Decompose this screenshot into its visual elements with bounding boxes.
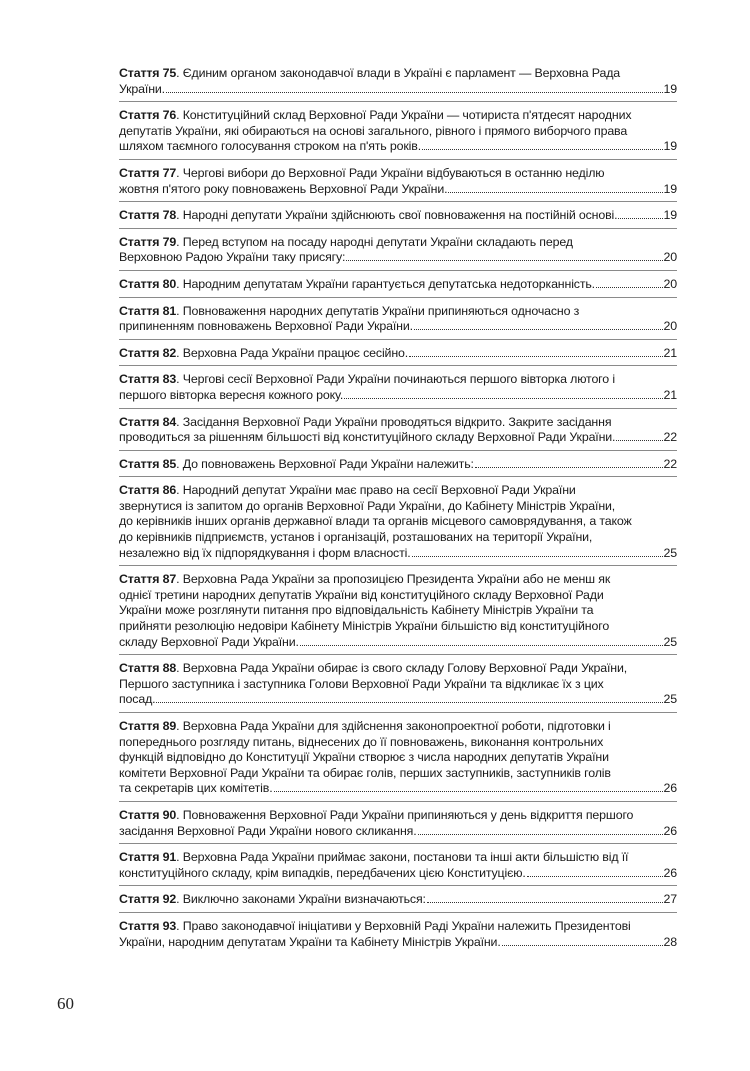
toc-entry-text: першого вівторка вересня кожного року.	[119, 387, 344, 402]
toc-entry-text: функцій відповідно до Конституції України створює з числа народних депутатів України	[119, 750, 609, 765]
toc-entry[interactable]	[119, 208, 677, 229]
toc-page-number: 26	[663, 865, 677, 880]
dot-leader	[448, 192, 662, 193]
toc-entry-line	[119, 919, 677, 935]
toc-entry-line	[119, 692, 677, 708]
toc-entry-text: до керівників інших органів державної влади та органів місцевого самоврядування, а також	[119, 514, 632, 529]
article-number: Стаття 89	[119, 719, 177, 733]
dot-leader	[156, 702, 662, 703]
toc-entry-line	[119, 661, 677, 677]
toc-page-number: 19	[663, 139, 677, 154]
toc-entry-text: незалежно від їх підпорядкування і форм власності.	[119, 545, 411, 560]
article-number: Стаття 93	[119, 918, 177, 933]
toc-page-number: 20	[663, 276, 677, 291]
toc-entry-line	[119, 619, 677, 635]
toc-entry-line	[119, 892, 677, 908]
toc-entry-line	[119, 250, 677, 266]
dot-leader	[409, 356, 662, 357]
toc-entry-text: до керівників підприємств, установ і організацій, розташованих на території України,	[119, 530, 593, 545]
toc-entry-text: . Верховна Рада України для здійснення законопроектної роботи, підготовки і	[176, 719, 611, 733]
toc-entry-text: посад.	[119, 692, 156, 707]
toc-entry-line	[119, 677, 677, 693]
toc-entry-line	[119, 735, 677, 751]
dot-leader	[344, 398, 662, 399]
toc-entry-line	[119, 139, 677, 155]
dot-leader	[300, 645, 663, 646]
toc-entry-line	[119, 182, 677, 198]
toc-entry-text: Першого заступника і заступника Голови Верховної Ради України та відкликає їх з цих	[119, 676, 604, 691]
toc-entry-line	[119, 499, 677, 515]
toc-entry-text: . До повноважень Верховної Ради України належить:	[176, 456, 474, 471]
toc-entry-line	[119, 208, 677, 224]
toc-page-number: 21	[663, 387, 677, 402]
toc-entry[interactable]	[119, 108, 677, 160]
toc-entry[interactable]	[119, 719, 677, 802]
table-of-contents	[119, 66, 677, 960]
toc-entry[interactable]	[119, 66, 677, 102]
dot-leader	[618, 218, 662, 219]
toc-entry-text: . Верховна Рада України обирає із свого складу Голову Верховної Ради України,	[176, 661, 628, 676]
toc-entry-text: депутатів України, які обираються на основі загального, рівного і прямого виборчого права	[119, 123, 628, 138]
article-number: Стаття 86	[119, 483, 177, 498]
toc-entry[interactable]	[119, 919, 677, 954]
toc-entry-line	[119, 530, 677, 546]
toc-entry[interactable]	[119, 661, 677, 713]
toc-page-number: 28	[663, 934, 677, 949]
toc-entry[interactable]	[119, 372, 677, 408]
toc-entry-text: та секретарів цих комітетів.	[119, 781, 273, 796]
toc-entry-line	[119, 781, 677, 797]
toc-entry-text: . Чергові сесії Верховної Ради України починаються першого вівторка лютого і	[176, 372, 615, 387]
toc-entry-text: проводиться за рішенням більшості від конституційного складу Верховної Ради України.	[119, 430, 616, 445]
toc-entry-text: Верховною Радою України таку присягу:	[119, 250, 346, 265]
toc-entry-text: . Верховна Рада України приймає закони, постанови та інші акти більшістю від її	[176, 850, 629, 865]
article-number: Стаття 91	[119, 850, 177, 865]
toc-entry-line	[119, 430, 677, 446]
toc-entry-line	[119, 372, 677, 388]
article-number: Стаття 84	[119, 414, 177, 429]
toc-entry-line	[119, 346, 677, 362]
toc-page-number: 27	[663, 892, 677, 907]
toc-entry-text: . Виключно законами України визначаються:	[176, 892, 426, 907]
toc-entry[interactable]	[119, 850, 677, 886]
toc-entry[interactable]	[119, 483, 677, 566]
article-number: Стаття 82	[119, 345, 177, 360]
toc-page-number: 21	[663, 345, 677, 360]
toc-page-number: 22	[663, 456, 677, 471]
dot-leader	[274, 791, 663, 792]
toc-entry[interactable]	[119, 415, 677, 451]
toc-entry-text: прийняти резолюцію недовіри Кабінету Міністрів України більшістю від конституційного	[119, 619, 610, 634]
toc-entry-line	[119, 719, 677, 735]
toc-entry-line	[119, 808, 677, 824]
toc-entry-text: . Верховна Рада України працює сесійно.	[176, 345, 409, 360]
toc-entry-line	[119, 319, 677, 335]
toc-entry-text: . Право законодавчої ініціативи у Верховній Раді України належить Президентові	[176, 918, 631, 933]
toc-entry[interactable]	[119, 235, 677, 271]
dot-leader	[427, 902, 663, 903]
toc-entry[interactable]	[119, 346, 677, 367]
article-number: Стаття 78	[119, 208, 177, 223]
toc-page-number: 26	[663, 781, 677, 796]
article-number: Стаття 76	[119, 108, 177, 123]
dot-leader	[346, 260, 662, 261]
toc-entry[interactable]	[119, 457, 677, 478]
toc-entry-line	[119, 935, 677, 951]
toc-entry-text: . Чергові вибори до Верховної Ради України відбуваються в останню неділю	[176, 165, 605, 180]
toc-entry-text: звернутися із запитом до органів Верховної Ради України, до Кабінету Міністрів України,	[119, 498, 616, 513]
toc-page-number: 25	[663, 545, 677, 560]
article-number: Стаття 80	[119, 276, 177, 291]
toc-entry-text: . Перед вступом на посаду народні депутати України складають перед	[176, 234, 573, 249]
toc-entry-line	[119, 457, 677, 473]
toc-entry-text: . Повноваження Верховної Ради України припиняються у день відкриття першого	[176, 807, 634, 822]
toc-entry-text: . Народний депутат України має право на сесії Верховної Ради України	[176, 483, 576, 498]
dot-leader	[414, 329, 663, 330]
toc-entry-text: конституційного складу, крім випадків, передбачених цією Конституцією.	[119, 865, 526, 880]
toc-entry-text: . Єдиним органом законодавчої влади в Україні є парламент — Верховна Рада	[176, 66, 621, 80]
toc-entry[interactable]	[119, 892, 677, 913]
dot-leader	[616, 440, 662, 441]
toc-entry-text: шляхом таємного голосування строком на п'ять років.	[119, 139, 421, 154]
article-number: Стаття 75	[119, 66, 177, 80]
toc-entry-text: . Повноваження народних депутатів України припиняються одночасно з	[176, 303, 580, 318]
toc-entry-line	[119, 514, 677, 530]
toc-entry-line	[119, 824, 677, 840]
toc-entry-text: України може розглянути питання про відповідальність Кабінету Міністрів України та	[119, 603, 594, 618]
toc-entry-text: . Засідання Верховної Ради України проводяться відкрито. Закрите засідання	[176, 414, 612, 429]
dot-leader	[596, 287, 663, 288]
toc-entry-line	[119, 572, 677, 588]
toc-entry-line	[119, 483, 677, 499]
article-number: Стаття 79	[119, 234, 177, 249]
toc-page-number: 20	[663, 250, 677, 265]
toc-entry-line	[119, 603, 677, 619]
toc-entry-text: засідання Верховної Ради України нового скликання.	[119, 823, 417, 838]
toc-entry-text: . Народним депутатам України гарантується депутатська недоторканність.	[176, 276, 595, 291]
toc-page-number: 19	[663, 208, 677, 223]
toc-entry-text: складу Верховної Ради України.	[119, 634, 299, 649]
toc-entry-text: . Конституційний склад Верховної Ради України — чотириста п'ятдесят народних	[176, 108, 632, 123]
dot-leader	[418, 834, 663, 835]
toc-entry-line	[119, 588, 677, 604]
dot-leader	[412, 556, 663, 557]
toc-entry[interactable]	[119, 808, 677, 844]
article-number: Стаття 88	[119, 661, 177, 676]
toc-page-number: 22	[663, 430, 677, 445]
toc-entry-line	[119, 635, 677, 651]
toc-entry-line	[119, 277, 677, 293]
toc-entry-line	[119, 66, 677, 82]
toc-entry-line	[119, 235, 677, 251]
toc-entry[interactable]	[119, 277, 677, 298]
toc-entry-line	[119, 124, 677, 140]
toc-entry-text: припиненням повноважень Верховної Ради України.	[119, 319, 413, 334]
toc-entry-text: однієї третини народних депутатів України від конституційного складу Верховної Ради	[119, 587, 604, 602]
toc-entry-text: . Народні депутати України здійснюють свої повноваження на постійній основі.	[176, 208, 618, 223]
dot-leader	[502, 945, 663, 946]
article-number: Стаття 92	[119, 892, 177, 907]
toc-page-number: 25	[663, 692, 677, 707]
toc-entry-text: України.	[119, 81, 165, 96]
toc-entry-line	[119, 866, 677, 882]
toc-entry-text: . Верховна Рада України за пропозицією Президента України або не менш як	[176, 572, 611, 587]
article-number: Стаття 87	[119, 572, 177, 587]
toc-entry-line	[119, 415, 677, 431]
dot-leader	[422, 149, 663, 150]
toc-page-number: 26	[663, 823, 677, 838]
toc-entry-text: попереднього розгляду питань, віднесених до її повноважень, виконання контрольних	[119, 734, 604, 749]
toc-entry-line	[119, 766, 677, 782]
toc-entry-line	[119, 546, 677, 562]
article-number: Стаття 83	[119, 372, 177, 387]
dot-leader	[166, 92, 663, 93]
toc-entry-line	[119, 82, 677, 98]
toc-entry-line	[119, 304, 677, 320]
toc-entry-text: жовтня п'ятого року повноважень Верховної Ради України.	[119, 181, 448, 196]
toc-page-number: 20	[663, 319, 677, 334]
article-number: Стаття 77	[119, 165, 177, 180]
toc-entry[interactable]	[119, 166, 677, 202]
toc-entry[interactable]	[119, 304, 677, 340]
toc-page-number: 19	[663, 181, 677, 196]
page-number: 60	[57, 994, 74, 1013]
toc-entry-line	[119, 388, 677, 404]
toc-entry-line	[119, 108, 677, 124]
toc-entry[interactable]	[119, 572, 677, 655]
dot-leader	[527, 876, 663, 877]
toc-page-number: 19	[663, 81, 677, 96]
toc-entry-line	[119, 166, 677, 182]
article-number: Стаття 85	[119, 456, 177, 471]
article-number: Стаття 90	[119, 807, 177, 822]
toc-entry-text: України, народним депутатам України та Кабінету Міністрів України.	[119, 934, 501, 949]
toc-entry-text: комітети Верховної Ради України та обирає голів, перших заступників, заступників голів	[119, 765, 611, 780]
toc-entry-line	[119, 750, 677, 766]
dot-leader	[475, 467, 663, 468]
article-number: Стаття 81	[119, 303, 177, 318]
toc-page-number: 25	[663, 634, 677, 649]
toc-entry-line	[119, 850, 677, 866]
